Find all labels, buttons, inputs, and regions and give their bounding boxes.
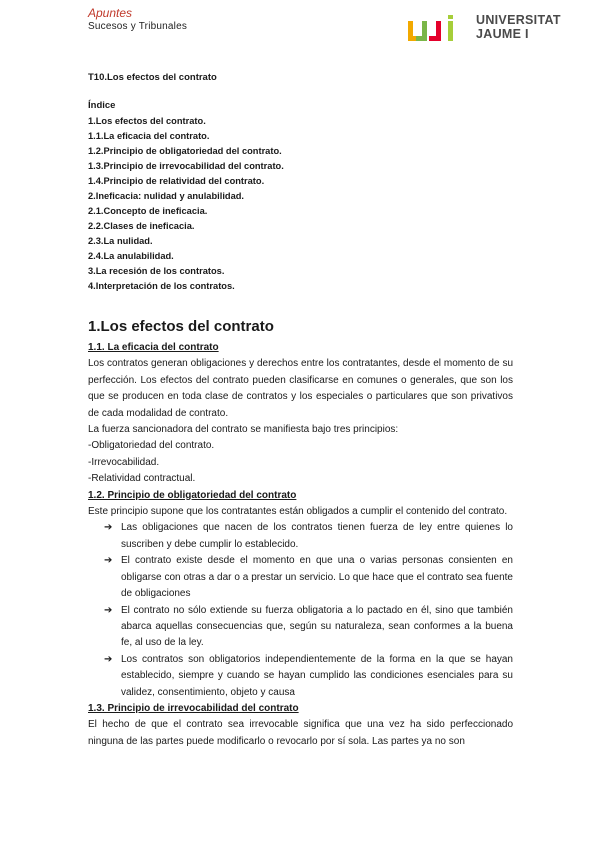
section-heading-1-3: 1.3. Principio de irrevocabilidad del contrato bbox=[88, 702, 299, 714]
arrow-bullet-list bbox=[88, 520, 513, 700]
toc-item[interactable]: 3.La recesión de los contratos. bbox=[88, 266, 225, 276]
table-of-contents bbox=[88, 99, 284, 294]
toc-item[interactable]: 1.4.Principio de relatividad del contrato. bbox=[88, 176, 265, 186]
toc-heading: Índice bbox=[88, 100, 116, 111]
logo-line-1: UNIVERSITAT bbox=[476, 13, 561, 27]
paragraph: Los contratos generan obligaciones y derechos entre los contratantes, desde el momento de su perfección. Los efectos del contrato pueden clasificarse en comunes o generales, que son los que se producen en toda clase de contratos y los especiales o particulares que son privativos de cada modalidad de contrato. bbox=[88, 358, 513, 419]
toc-item[interactable]: 1.1.La eficacia del contrato. bbox=[88, 131, 210, 141]
section-heading-1-1: 1.1. La eficacia del contrato bbox=[88, 342, 219, 353]
toc-item[interactable]: 4.Interpretación de los contratos. bbox=[88, 281, 235, 291]
toc-item[interactable]: 2.4.La anulabilidad. bbox=[88, 251, 174, 261]
list-item: -Obligatoriedad del contrato. bbox=[88, 440, 215, 452]
subject-label: Sucesos y Tribunales bbox=[88, 21, 188, 32]
uji-logo-mark-icon bbox=[408, 13, 470, 43]
toc-item[interactable]: 1.Los efectos del contrato. bbox=[88, 116, 206, 126]
university-logo bbox=[408, 13, 580, 43]
paragraph: El hecho de que el contrato sea irrevocable significa que una vez ha sido perfeccionado ninguna de las partes puede modificarlo o revocarlo por sí sola. Las partes ya no son bbox=[88, 719, 513, 747]
list-item-text: Las obligaciones que nacen de los contratos tienen fuerza de ley entre quienes lo suscriben y debe cumplir lo establecido. bbox=[121, 522, 513, 550]
arrow-bullet-icon: ➔ bbox=[104, 522, 113, 534]
list-item: -Relatividad contractual. bbox=[88, 473, 196, 485]
section-heading-1: 1.Los efectos del contrato bbox=[88, 318, 274, 335]
paragraph: La fuerza sancionadora del contrato se manifiesta bajo tres principios: bbox=[88, 424, 399, 436]
list-item-text: El contrato no sólo extiende su fuerza obligatoria a lo pactado en él, sino que también abarca aquellas consecuencias que, según su naturaleza, sean conformes a la buena fe, al uso de la ley. bbox=[121, 604, 513, 649]
toc-item[interactable]: 1.3.Principio de irrevocabilidad del contrato. bbox=[88, 161, 284, 171]
toc-item[interactable]: 2.Ineficacia: nulidad y anulabilidad. bbox=[88, 191, 245, 201]
list-item-text: El contrato existe desde el momento en que una o varias personas consienten en obligarse con otras a dar o a prestar un servicio. Lo que hace que el contrato sea fuente de obligaciones bbox=[121, 555, 513, 600]
document-body bbox=[88, 340, 513, 750]
toc-list bbox=[88, 114, 284, 294]
arrow-bullet-icon: ➔ bbox=[104, 555, 113, 567]
list-item bbox=[104, 652, 513, 701]
arrow-bullet-icon: ➔ bbox=[104, 653, 113, 665]
list-item bbox=[104, 520, 513, 553]
paragraph: Este principio supone que los contratantes están obligados a cumplir el contenido del contrato. bbox=[88, 506, 508, 518]
logo-wordmark bbox=[476, 13, 561, 41]
toc-item[interactable]: 2.2.Clases de ineficacia. bbox=[88, 221, 195, 231]
logo-line-2: JAUME I bbox=[476, 27, 529, 41]
list-item bbox=[104, 553, 513, 602]
list-item: -Irrevocabilidad. bbox=[88, 456, 160, 468]
list-item-text: Los contratos son obligatorios independientemente de la forma en la que se hayan establecido, siempre y cuando se hayan cumplido las condiciones esenciales para su validez, consentimiento, objeto y causa bbox=[121, 653, 513, 698]
toc-item[interactable]: 1.2.Principio de obligatoriedad del contrato. bbox=[88, 146, 282, 156]
brand-label: Apuntes bbox=[88, 6, 133, 20]
document-title: T10.Los efectos del contrato bbox=[88, 72, 217, 83]
toc-item[interactable]: 2.1.Concepto de ineficacia. bbox=[88, 206, 208, 216]
toc-item[interactable]: 2.3.La nulidad. bbox=[88, 236, 153, 246]
arrow-bullet-icon: ➔ bbox=[104, 604, 113, 616]
list-item bbox=[104, 603, 513, 652]
section-heading-1-2: 1.2. Principio de obligatoriedad del contrato bbox=[88, 489, 297, 501]
